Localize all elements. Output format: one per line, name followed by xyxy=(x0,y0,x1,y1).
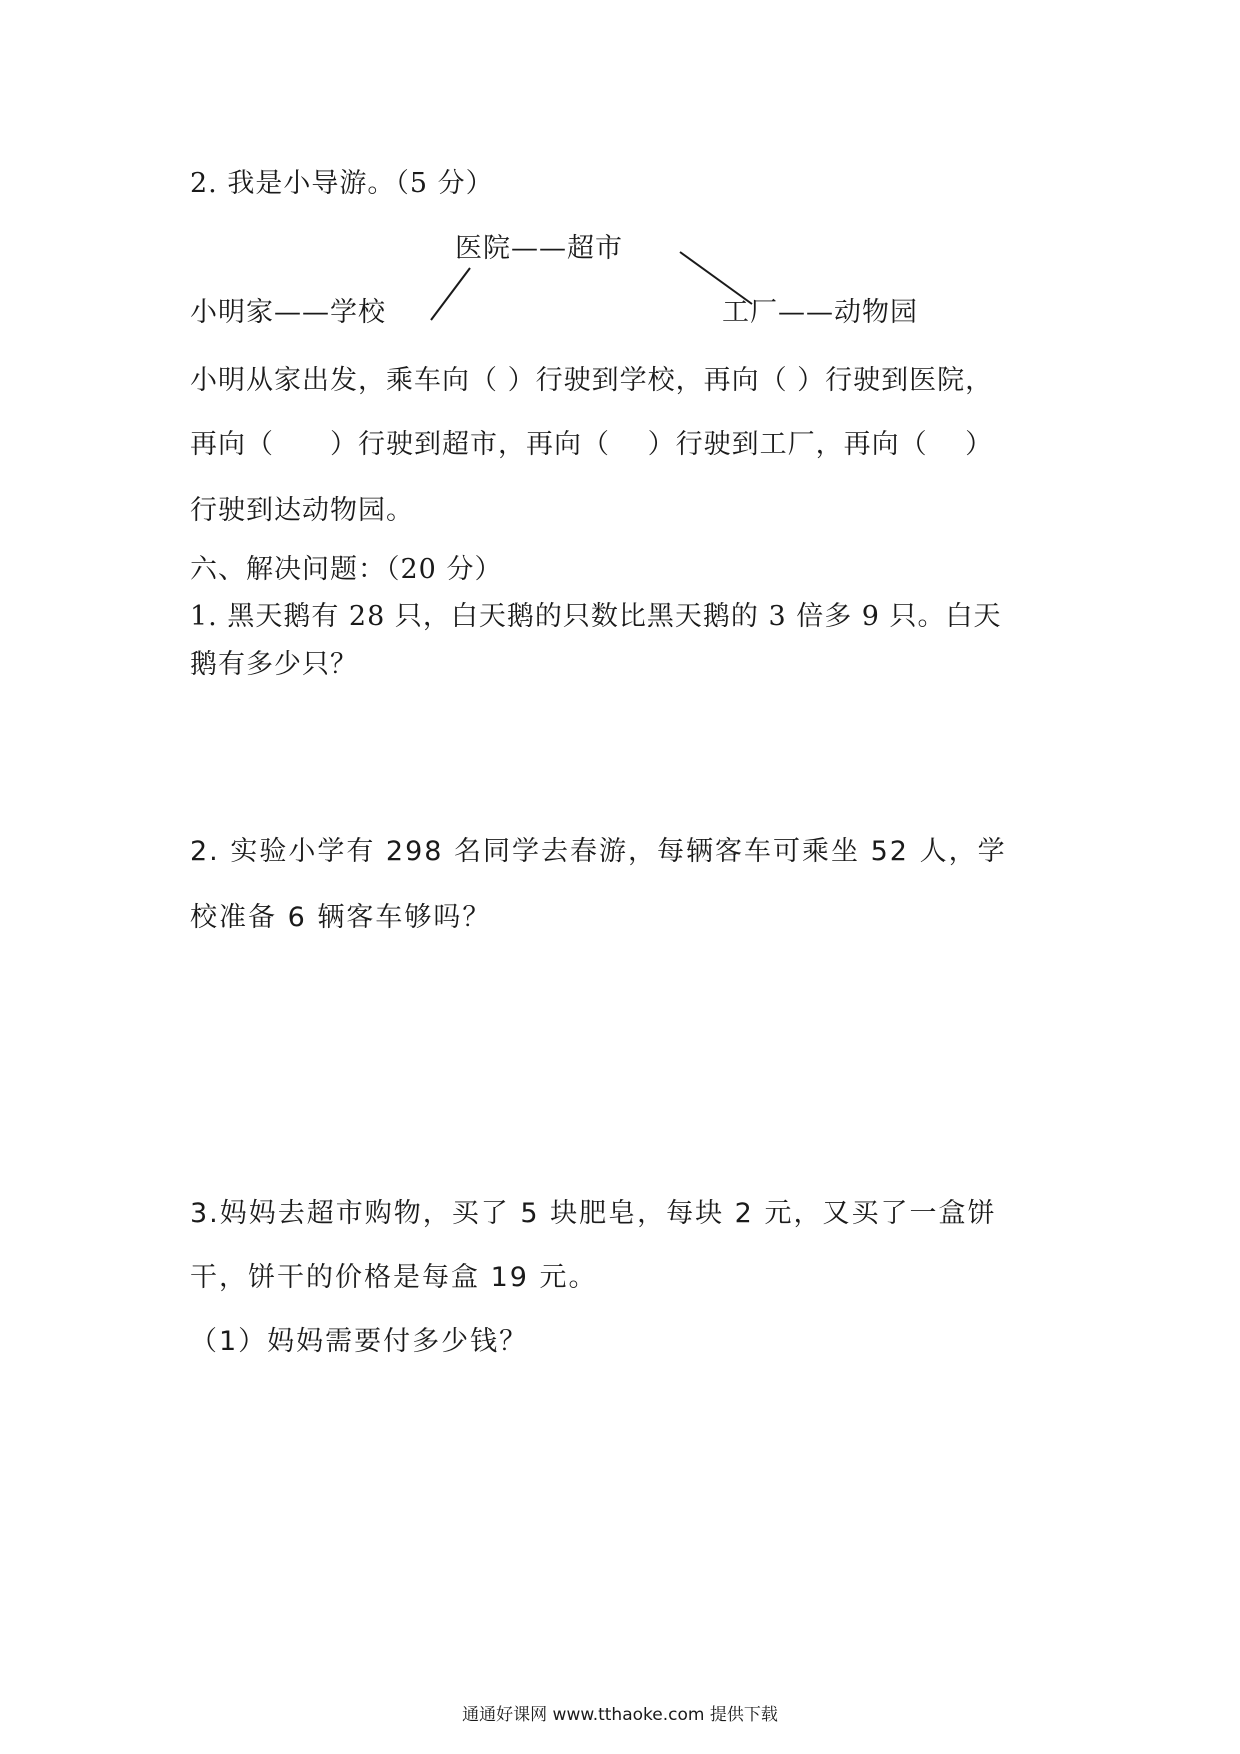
problem-3-text: 干，饼干的价格是每盒 19 元。 xyxy=(190,1262,598,1293)
page-footer: 通通好课网 www.tthaoke.com 提供下载 xyxy=(462,1705,778,1725)
route-line-school-hospital xyxy=(431,268,470,320)
problem-3-subquestion: （1）妈妈需要付多少钱？ xyxy=(190,1326,529,1357)
section-heading: 六、解决问题：（20 分） xyxy=(190,554,503,585)
map-label-home-school: 小明家——学校 xyxy=(190,297,386,328)
route-line-supermarket-factory xyxy=(680,252,752,304)
question-text-line: 再向（ ）行驶到超市，再向（ ）行驶到工厂，再向（ ） xyxy=(190,429,994,460)
question-text-line: 行驶到达动物园。 xyxy=(190,495,414,526)
map-label-hospital-supermarket: 医院——超市 xyxy=(455,233,623,264)
problem-2-text: 2. 实验小学有 298 名同学去春游，每辆客车可乘坐 52 人，学 xyxy=(190,836,1007,867)
question-text-line: 小明从家出发，乘车向（ ）行驶到学校，再向（ ）行驶到医院， xyxy=(190,365,994,396)
map-label-factory-zoo: 工厂——动物园 xyxy=(722,297,918,328)
problem-1-text: 1. 黑天鹅有 28 只，白天鹅的只数比黑天鹅的 3 倍多 9 只。白天 xyxy=(190,601,1002,632)
problem-3-text: 3.妈妈去超市购物，买了 5 块肥皂，每块 2 元，又买了一盒饼 xyxy=(190,1198,997,1229)
problem-1-text: 鹅有多少只？ xyxy=(190,649,358,680)
problem-2-text: 校准备 6 辆客车够吗？ xyxy=(190,902,492,933)
question-title: 2. 我是小导游。（5 分） xyxy=(190,168,494,199)
